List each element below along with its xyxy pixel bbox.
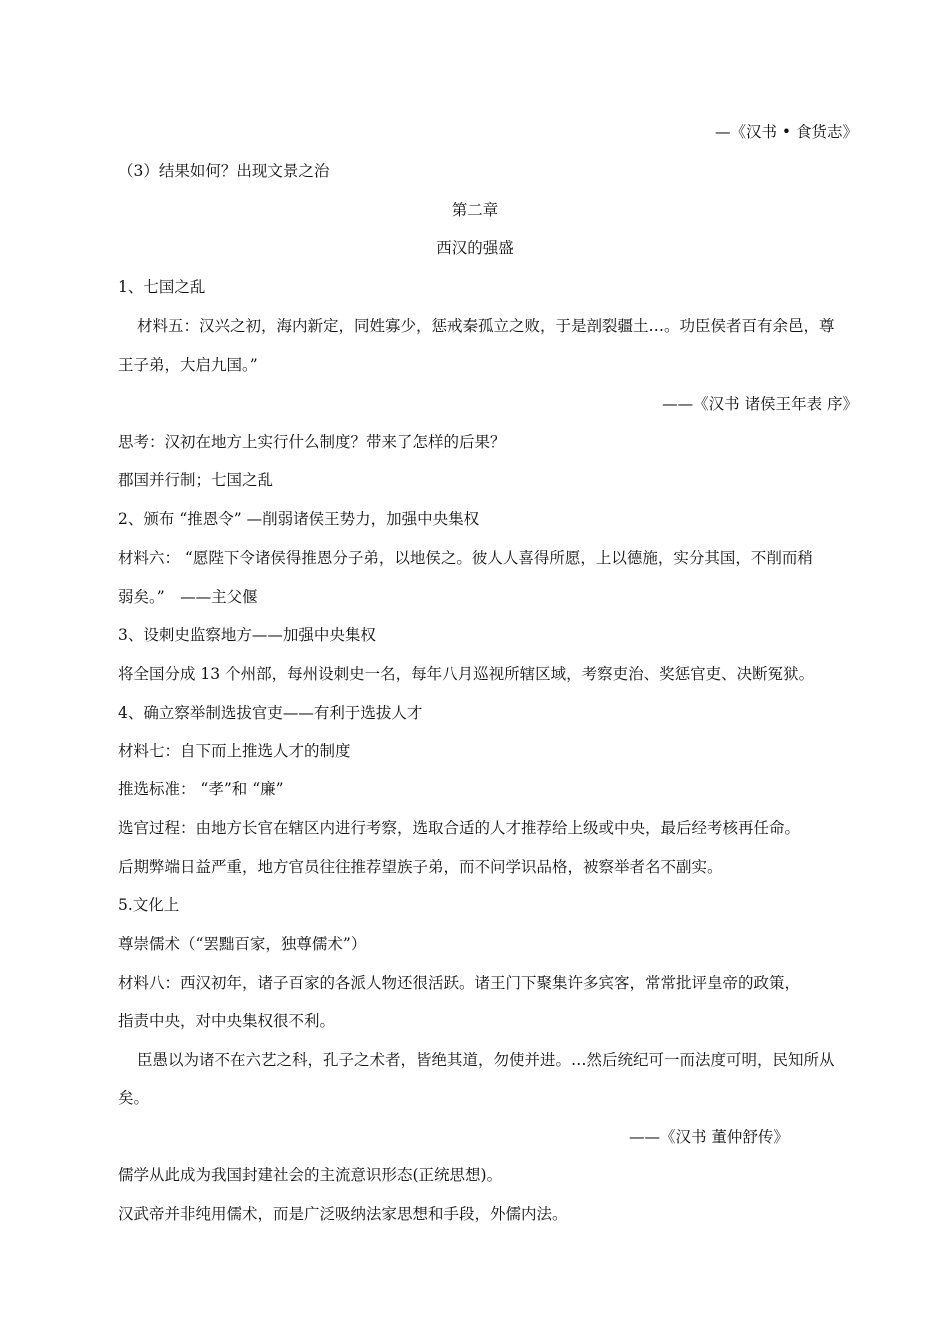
section-heading-4: 4、确立察举制选拔官吏——有利于选拔人才 xyxy=(118,704,423,722)
section-heading-5: 5.文化上 xyxy=(118,896,180,914)
material-7: 材料七：自下而上推选人才的制度 xyxy=(118,742,351,760)
question-think: 思考：汉初在地方上实行什么制度？带来了怎样的后果？ xyxy=(118,433,506,451)
citation-zhuhouwang: ——《汉书 诸侯王年表 序》 xyxy=(662,395,858,413)
confucianism-heading: 尊崇儒术（“罢黜百家，独尊儒术”） xyxy=(118,935,367,953)
chapter-heading: 第二章 xyxy=(451,201,499,219)
chapter-title: 西汉的强盛 xyxy=(436,239,514,257)
dongzhongshu-quote-line-1: 臣愚以为诸不在六艺之科，孔子之术者，皆绝其道，勿使并进。…然后统纪可一而法度可明，民知所从 xyxy=(137,1051,835,1069)
material-8-line-2: 指责中央，对中央集权很不利。 xyxy=(118,1012,336,1030)
cishi-description: 将全国分成 13 个州部，每州设刺史一名，每年八月巡视所辖区域，考察吏治、奖惩官吏、决断冤狱。 xyxy=(118,665,815,683)
section-heading-3: 3、设刺史监察地方——加强中央集权 xyxy=(118,626,376,644)
material-6-line-1: 材料六： “愿陛下令诸侯得推恩分子弟，以地侯之。彼人人喜得所愿，上以德施，实分其国，不削而稍 xyxy=(118,549,813,567)
material-5-line-2: 王子弟，大启九国。” xyxy=(118,356,258,374)
selection-process: 选官过程：由地方长官在辖区内进行考察，选取合适的人才推荐给上级或中央，最后经考核再任命。 xyxy=(118,819,801,837)
dongzhongshu-quote-line-2: 矣。 xyxy=(118,1089,150,1107)
material-6-line-2: 弱矣。” ——主父偃 xyxy=(118,588,258,606)
section-heading-1: 1、七国之乱 xyxy=(118,278,206,296)
citation-shihuozhi: —《汉书 • 食货志》 xyxy=(715,123,858,141)
section-heading-2: 2、颁布 “推恩令” —削弱诸侯王势力，加强中央集权 xyxy=(118,510,480,528)
confucianism-conclusion: 儒学从此成为我国封建社会的主流意识形态(正统思想)。 xyxy=(118,1166,503,1184)
citation-dongzhongshu: ——《汉书 董仲舒传》 xyxy=(629,1128,789,1146)
material-5-line-1: 材料五：汉兴之初，海内新定，同姓寡少，惩戒秦孤立之败，于是剖裂疆土…。功臣侯者百有余邑，尊 xyxy=(137,317,835,335)
wudi-policy: 汉武帝并非纯用儒术，而是广泛吸纳法家思想和手段，外儒内法。 xyxy=(118,1205,568,1223)
answer-think: 郡国并行制；七国之乱 xyxy=(118,471,274,489)
question-result: （3）结果如何？出现文景之治 xyxy=(118,162,330,180)
material-8-line-1: 材料八：西汉初年，诸子百家的各派人物还很活跃。诸王门下聚集许多宾客，常常批评皇帝的政策， xyxy=(118,974,801,992)
later-problems: 后期弊端日益严重，地方官员往往推荐望族子弟，而不问学识品格，被察举者名不副实。 xyxy=(118,858,723,876)
selection-criteria: 推选标准： “孝”和 “廉” xyxy=(118,780,284,798)
